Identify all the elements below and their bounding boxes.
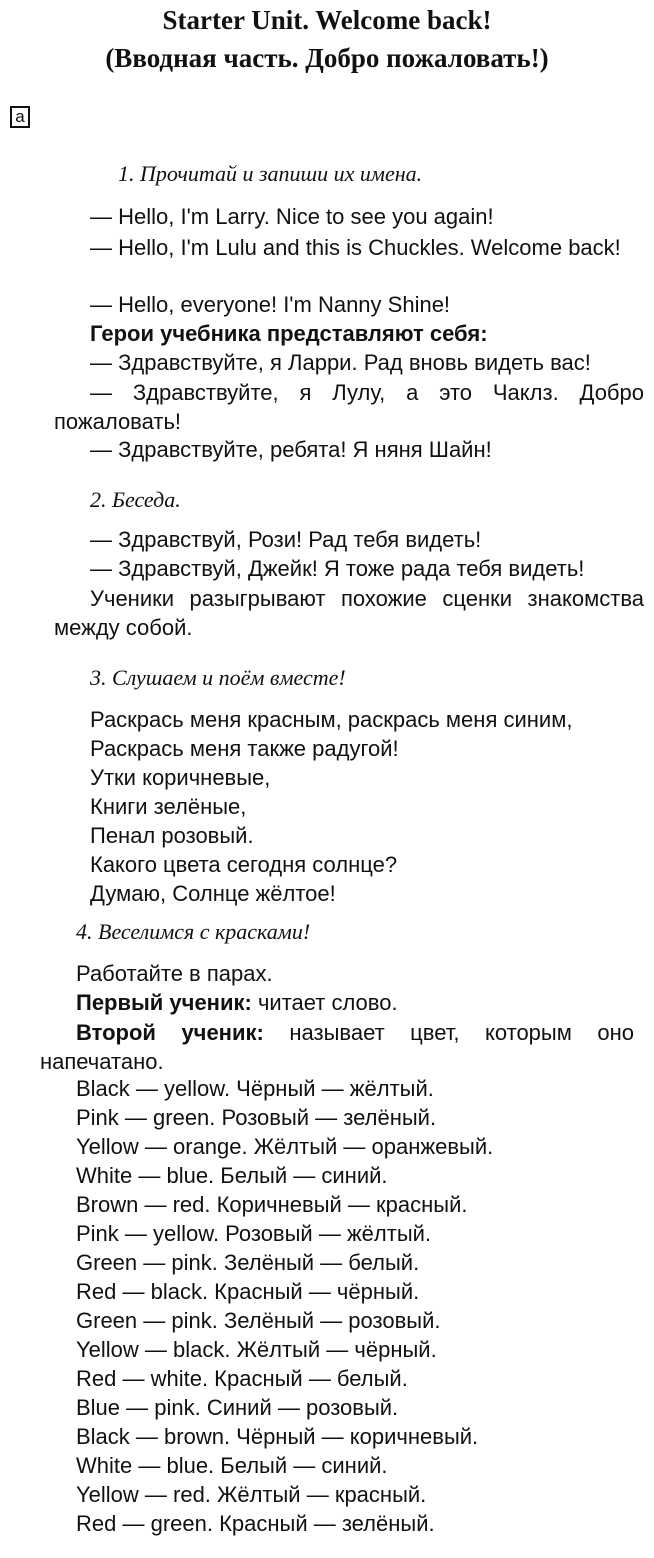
first-student-label: Первый ученик:	[76, 990, 252, 1015]
first-student-text: читает слово.	[251, 990, 398, 1015]
section1-ru-2: — Здравствуйте, я Лулу, а это Чаклз. Добро пожаловать!	[54, 380, 644, 434]
section1-ru-3: — Здравствуйте, ребята! Я няня Шайн!	[90, 437, 492, 462]
color-pair: Yellow — black. Жёлтый — чёрный.	[76, 1337, 437, 1362]
song-line: Раскрась меня красным, раскрась меня синим,	[90, 707, 573, 732]
song-line: Какого цвета сегодня солнце?	[90, 852, 398, 877]
section1-heading: 1. Прочитай и запиши их имена.	[118, 161, 423, 186]
second-student-text: называет цвет, которым оно напечатано.	[40, 1020, 634, 1074]
first-student-line	[76, 989, 398, 1017]
section1-line-2: — Hello, I'm Lulu and this is Chuckles. Welcome back!	[90, 235, 621, 260]
color-pair: Black — yellow. Чёрный — жёлтый.	[76, 1076, 434, 1101]
section3-heading: 3. Слушаем и поём вместе!	[90, 665, 346, 690]
color-pair: Yellow — red. Жёлтый — красный.	[76, 1482, 427, 1507]
color-pair: Yellow — orange. Жёлтый — оранжевый.	[76, 1134, 494, 1159]
section1-line-1: — Hello, I'm Larry. Nice to see you again!	[90, 204, 494, 229]
song-line: Раскрась меня также радугой!	[90, 736, 399, 761]
section2-line-2: — Здравствуй, Джейк! Я тоже рада тебя видеть!	[90, 556, 585, 581]
second-student-line	[40, 1018, 634, 1076]
color-pair: Green — pink. Зелёный — розовый.	[76, 1308, 441, 1333]
song-line: Книги зелёные,	[90, 794, 247, 819]
section1-line-3: — Hello, everyone! I'm Nanny Shine!	[90, 292, 451, 317]
section1-ru-1: — Здравствуйте, я Ларри. Рад вновь видеть вас!	[90, 350, 591, 375]
color-pair: Blue — pink. Синий — розовый.	[76, 1395, 399, 1420]
color-pair: Red — green. Красный — зелёный.	[76, 1511, 435, 1536]
section-badge: a	[10, 106, 30, 128]
section4-heading: 4. Веселимся с красками!	[76, 919, 311, 944]
color-pair: Red — black. Красный — чёрный.	[76, 1279, 420, 1304]
color-pair: White — blue. Белый — синий.	[76, 1163, 388, 1188]
section1-subheading: Герои учебника представляют себя:	[90, 321, 488, 346]
page-subtitle: (Вводная часть. Добро пожаловать!)	[105, 43, 549, 73]
section2-line-1: — Здравствуй, Рози! Рад тебя видеть!	[90, 527, 482, 552]
second-student-label: Второй ученик:	[76, 1020, 264, 1045]
section2-paragraph: Ученики разыгрывают похожие сценки знакомства между собой.	[54, 586, 644, 640]
color-pair: Brown — red. Коричневый — красный.	[76, 1192, 468, 1217]
page-title: Starter Unit. Welcome back!	[162, 5, 492, 35]
color-pair: Pink — green. Розовый — зелёный.	[76, 1105, 437, 1130]
color-pair: Green — pink. Зелёный — белый.	[76, 1250, 420, 1275]
song-line: Утки коричневые,	[90, 765, 271, 790]
song-line: Пенал розовый.	[90, 823, 254, 848]
section2-heading: 2. Беседа.	[90, 487, 181, 512]
song-line: Думаю, Солнце жёлтое!	[90, 881, 336, 906]
color-pair: White — blue. Белый — синий.	[76, 1453, 388, 1478]
section4-intro: Работайте в парах.	[76, 961, 273, 986]
color-pair: Black — brown. Чёрный — коричневый.	[76, 1424, 479, 1449]
color-pair: Red — white. Красный — белый.	[76, 1366, 408, 1391]
color-pair: Pink — yellow. Розовый — жёлтый.	[76, 1221, 432, 1246]
